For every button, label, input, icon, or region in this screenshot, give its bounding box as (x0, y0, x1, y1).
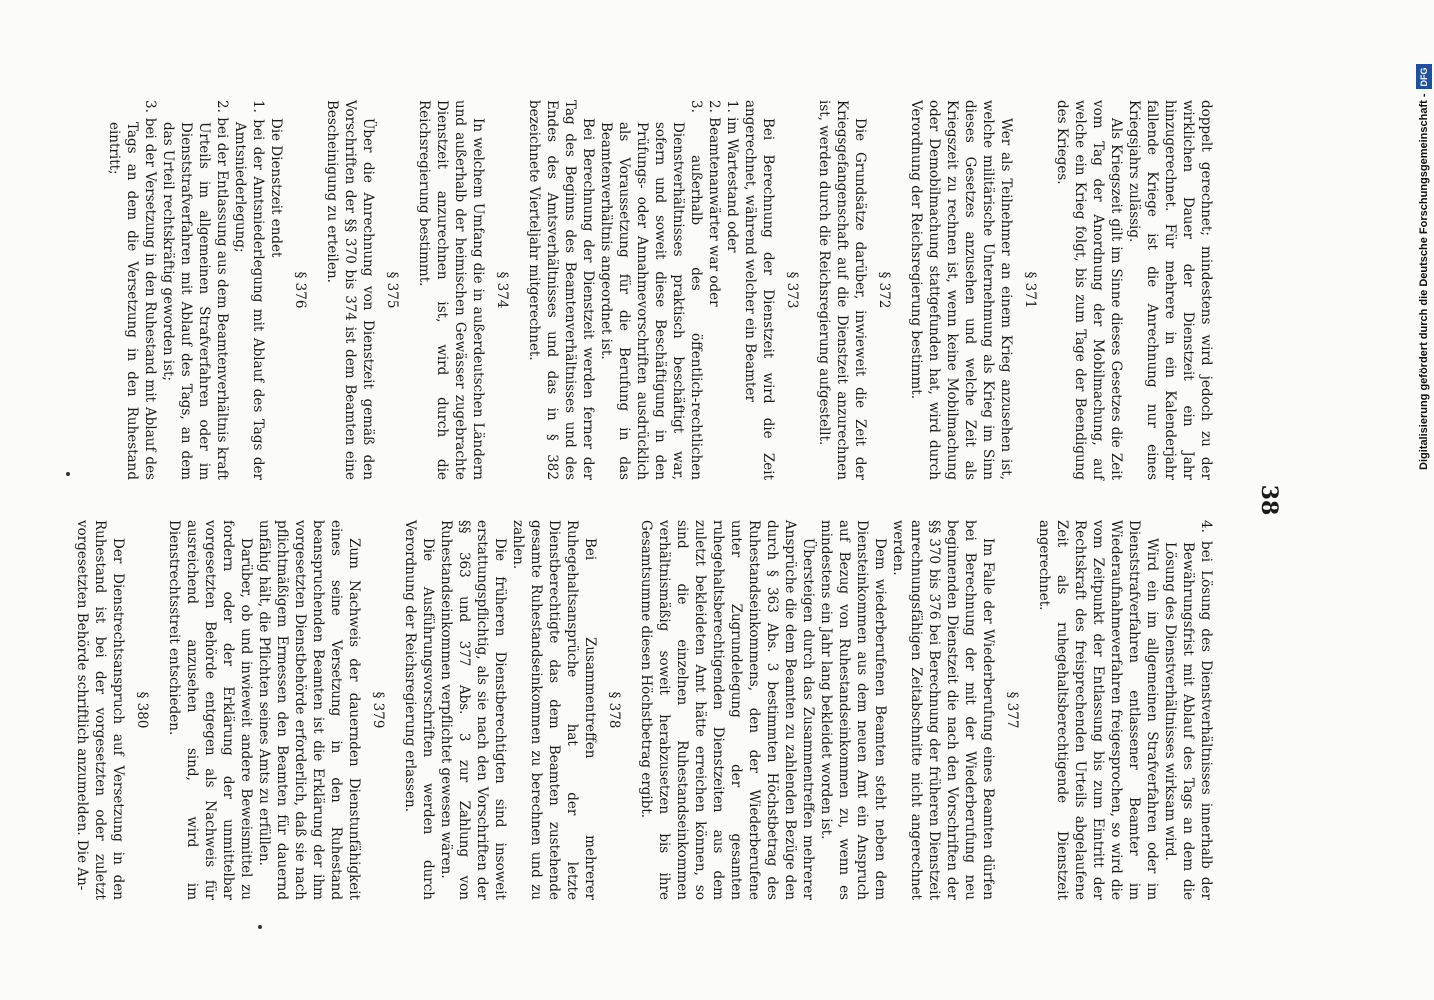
list-item: 2. Beamtenanwärter war oder (706, 100, 722, 307)
paragraph: Dem wiederberufenen Beamten steht neben dem Diensteinkommen aus dem neuen Amt ein Anspruch auf Bezug von Ruhestandseinkommen zu, wenn es mindestens ein Jahr lang bekleidet worden ist. (818, 520, 888, 900)
list-item: 3. bei der Versetzung in den Ruhestand mit Ablauf des Tags an dem die Versetzung in den Ruhestand eintritt; (106, 100, 158, 480)
section-heading: § 374 (494, 271, 510, 309)
right-column (73, 520, 1215, 900)
paragraph: Bei Berechnung der Dienstzeit werden ferner der Tag des Beginns des Beamtenverhältnisses und des Endes des Amtsverhältnisses und das in § 382 bezeichnete Vierteljahr mitgerechnet. (526, 100, 596, 480)
section-heading: § 380 (134, 691, 150, 729)
paragraph: doppelt gerechnet; mindestens wird jedoch zu der wirklichen Dauer der Dienstzeit ein Jahr hinzugerechnet. Für mehrere in ein Kalenderjahr fallende Kriege ist die Anrechnung nur eines Kriegsjahrs zulässig. (1126, 100, 1214, 480)
list-item: 2. bei der Entlassung aus dem Beamtenverhältnis kraft Urteils im allgemeinen Strafverfahren oder im Dienststrafverfahren mit Ablauf des Tags, an dem das Urteil rechtskräftig geworden ist; (160, 100, 230, 480)
paragraph: Im Falle der Wiederberufung eines Beamten dürfen bei Berechnung der mit der Wiederberufung neu beginnenden Dienstzeit die nach den Vorschriften der §§ 370 bis 376 bei Berechnung der früheren Dienstzeit anrechnungsfähigen Zeitabschnitte nicht angerechnet werden. (890, 520, 996, 900)
paragraph: Die Dienstzeit endet (268, 118, 284, 258)
section-heading: § 377 (1004, 691, 1020, 729)
scan-speck (66, 472, 70, 476)
list-item: 4. bei Lösung des Dienstverhältnisses innerhalb der Bewährungsfrist mit Ablauf des Tags an dem die Lösung des Dienstverhältnisses wirksam wird. (1162, 520, 1214, 900)
left-column (105, 100, 1215, 480)
paragraph: Der Dienstrechtsanspruch auf Versetzung in den Ruhestand ist bei der vorgesetzten oder zuletzt vorgesetzten Behörde schriftlich anzumelden. Die An- (74, 520, 126, 900)
scan-speck (258, 925, 262, 929)
paragraph: Übersteigen durch das Zusammentreffen mehrerer Ansprüche die dem Beamten zu zahlenden Bezüge den durch § 363 Abs. 3 bestimmten Höchstbetrag des Ruhestandseinkommens, den der Wiederberufene unter Zugrundelegung der gesamten ruhegehaltsberechtigenden Dienstzeiten aus dem zuletzt bekleideten Amt hätte erreichen können, so sind die einzelnen Ruhestandseinkommen verhältnismäßig soweit herabzusetzen bis ihre Gesamtsumme diesen Höchstbetrag ergibt. (638, 520, 816, 900)
section-heading: § 372 (876, 271, 892, 309)
paragraph: Wer als Teilnehmer an einem Krieg anzusehen ist, welche militärische Unternehmung als Krieg im Sinn dieses Gesetzes anzusehen und welche Zeit als Kriegszeit zu rechnen ist, wenn keine Mobilmachung oder Demobilmachung stattgefunden hat, wird durch Verordnung der Reichsregierung bestimmt. (908, 100, 1014, 480)
section-heading: § 379 (370, 691, 386, 729)
section-heading: § 371 (1022, 271, 1038, 309)
paragraph: Bei Berechnung der Dienstzeit wird die Zeit angerechnet, während welcher ein Beamter (742, 100, 776, 480)
paragraph: In welchem Umfang die in außerdeutschen Ländern und außerhalb der heimischen Gewässer zugebrachte Dienstzeit anzurechnen ist, wird durch die Reichsregierung bestimmt. (416, 100, 486, 480)
paragraph: Die Grundsätze darüber, inwieweit die Zeit der Kriegsgefangenschaft auf die Dienstzeit anzurechnen ist, werden durch die Reichsregierung aufgestellt. (816, 100, 868, 480)
paragraph: Darüber, ob und inwieweit andere Beweismittel zu fordern oder der Erklärung der unmittelbar vorgesetzten Behörde entgegen als Nachweis für ausreichend anzusehen sind, wird im Dienstrechtsstreit entschieden. (166, 520, 254, 900)
document-page (74, 80, 1300, 920)
page-number: 38 (1256, 484, 1282, 516)
paragraph: Wird ein im allgemeinen Strafverfahren oder im Dienststrafverfahren entlassener Beamter im Wiederaufnahmeverfahren freigesprochen, so wird die vom Zeitpunkt der Entlassung bis zum Eintritt der Rechtskraft des freisprechenden Urteils abgelaufene Zeit als ruhegehaltsberechtigende Dienstzeit angerechnet. (1036, 520, 1160, 900)
section-heading: § 375 (384, 271, 400, 309)
section-heading: § 373 (784, 271, 800, 309)
digitization-credit-strip (1416, 10, 1434, 470)
digitization-credit (1416, 10, 1432, 470)
paragraph: Die früheren Dienstberechtigten sind insoweit erstattungspflichtig, als sie nach den Vorschriften der §§ 363 und 377 Abs. 3 zur Zahlung von Ruhestandseinkommen verpflichtet gewesen wären. (438, 520, 508, 900)
paragraph: Bei Zusammentreffen mehrerer Ruhegehaltsansprüche hat der letzte Dienstberechtigte das dem Beamten zustehende gesamte Ruhestandseinkommen zu berechnen und zu zahlen. (510, 520, 598, 900)
paragraph: Als Kriegszeit gilt im Sinne dieses Gesetzes die Zeit vom Tag der Anordnung der Mobilmachung, auf welche ein Krieg folgt, bis zum Tage der Beendigung des Krieges. (1054, 100, 1124, 480)
paragraph: Die Ausführungsvorschriften werden durch Verordnung der Reichsregierung erlassen. (402, 520, 436, 900)
list-item: 3. außerhalb des öffentlich-rechtlichen Dienstverhältnisses praktisch beschäftigt war, sofern und soweit diese Beschäftigung in den Prüfungs- oder Annahmevorschriften ausdrücklich als Voraussetzung für die Berufung in das Beamtenverhältnis angeordnet ist. (598, 100, 704, 480)
credit-text: Digitalisierung gefördert durch die Deutsche Forschungsgemeinschaft - (1418, 93, 1430, 470)
paragraph: Zum Nachweis der dauernden Dienstunfähigkeit eines seine Versetzung in den Ruhestand beanspruchenden Beamten ist die Erklärung der ihm vorgesetzten Dienstbehörde erforderlich, daß sie nach pflichtmäßigem Ermessen den Beamten für dauernd unfähig hält, die Pflichten seines Amts zu erfüllen. (256, 520, 362, 900)
paragraph: Über die Anrechnung von Dienstzeit gemäß den Vorschriften der §§ 370 bis 374 ist dem Beamten eine Bescheinigung zu erteilen. (324, 100, 376, 480)
dfg-logo: DFG (1416, 64, 1432, 89)
list-item: 1. bei der Amtsniederlegung mit Ablauf des Tags der Amtsniederlegung; (232, 100, 266, 480)
section-heading: § 376 (292, 271, 308, 309)
section-heading: § 378 (606, 691, 622, 729)
list-item: 1. im Wartestand oder (724, 100, 740, 253)
